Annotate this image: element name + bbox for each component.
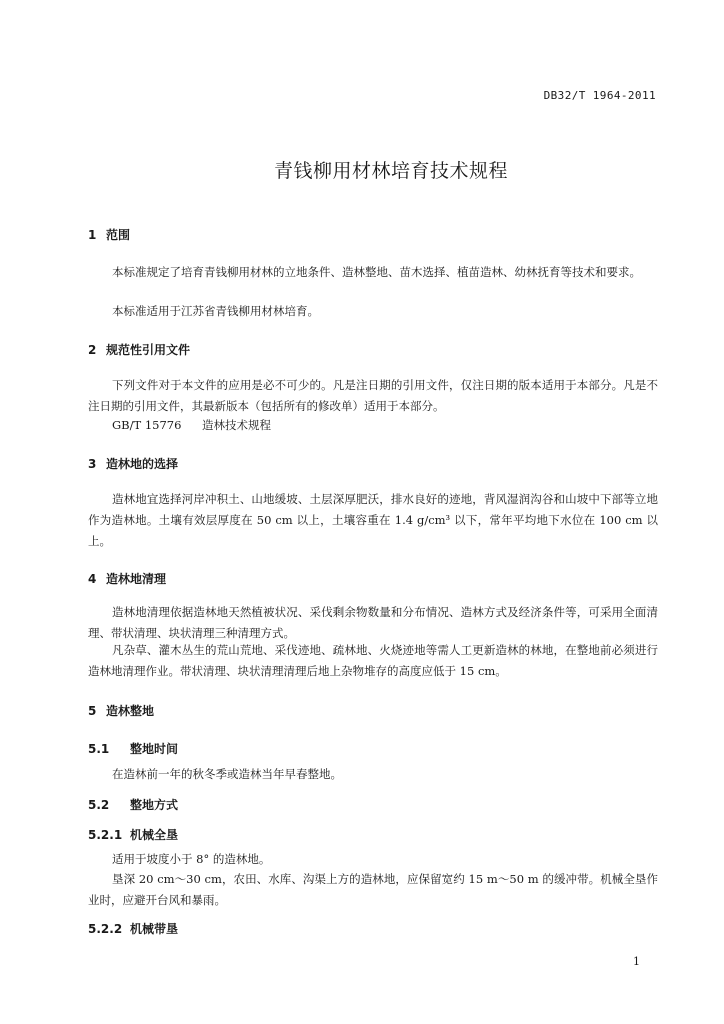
subsection-number: 5.2.2 — [88, 922, 123, 936]
subsection-number: 5.2 — [88, 798, 110, 812]
subsection-title: 机械全垦 — [130, 828, 179, 842]
paragraph: 适用于坡度小于 8° 的造林地。 — [112, 852, 271, 866]
section-heading — [88, 455, 178, 472]
section-title: 范围 — [106, 228, 131, 242]
subsection-number: 5.2.1 — [88, 828, 123, 842]
document-title: 青钱柳用材林培育技术规程 — [273, 160, 508, 182]
normative-reference — [112, 417, 271, 433]
paragraph: 下列文件对于本文件的应用是必不可少的。凡是注日期的引用文件，仅注日期的版本适用于本部分。凡是不注日期的引用文件，其最新版本（包括所有的修改单）适用于本部分。 — [88, 378, 658, 413]
subsection-title: 整地方式 — [130, 798, 179, 812]
section-number: 4 — [88, 572, 97, 586]
section-title: 规范性引用文件 — [106, 343, 191, 357]
subsection-heading — [88, 920, 178, 937]
section-title: 造林地清理 — [106, 572, 167, 586]
paragraph: 本标准规定了培育青钱柳用材林的立地条件、造林整地、苗木选择、植苗造林、幼林抚育等技术和要求。 — [112, 265, 641, 279]
section-heading — [88, 226, 130, 243]
subsection-title: 机械带垦 — [130, 922, 179, 936]
paragraph: 本标准适用于江苏省青钱柳用材林培育。 — [112, 304, 319, 318]
reference-code: GB/T 15776 — [112, 418, 182, 432]
reference-title: 造林技术规程 — [202, 418, 271, 432]
standard-code: DB32/T 1964-2011 — [543, 89, 656, 102]
paragraph: 凡杂草、灌木丛生的荒山荒地、采伐迹地、疏林地、火烧迹地等需人工更新造林的林地，在整地前必须进行造林地清理作业。带状清理、块状清理清理后地上杂物堆存的高度应低于 15 cm。 — [88, 643, 658, 678]
section-title: 造林整地 — [106, 704, 155, 718]
paragraph: 在造林前一年的秋冬季或造林当年早春整地。 — [112, 767, 342, 781]
section-number: 3 — [88, 457, 97, 471]
subsection-title: 整地时间 — [130, 742, 179, 756]
subsection-heading — [88, 740, 178, 757]
page-number: 1 — [633, 955, 640, 968]
paragraph: 造林地清理依据造林地天然植被状况、采伐剩余物数量和分布情况、造林方式及经济条件等，可采用全面清理、带状清理、块状清理三种清理方式。 — [88, 605, 658, 640]
subsection-number: 5.1 — [88, 742, 110, 756]
section-heading — [88, 341, 190, 358]
subsection-heading — [88, 796, 178, 813]
subsection-heading — [88, 826, 178, 843]
section-number: 2 — [88, 343, 97, 357]
section-number: 5 — [88, 704, 97, 718]
section-heading — [88, 570, 166, 587]
paragraph: 垦深 20 cm～30 cm，农田、水库、沟渠上方的造林地，应保留宽约 15 m～50 m 的缓冲带。机械全垦作业时，应避开台风和暴雨。 — [88, 872, 658, 907]
section-number: 1 — [88, 228, 97, 242]
section-heading — [88, 702, 154, 719]
section-title: 造林地的选择 — [106, 457, 179, 471]
paragraph: 造林地宜选择河岸冲积土、山地缓坡、土层深厚肥沃，排水良好的迹地，背风湿润沟谷和山坡中下部等立地作为造林地。土壤有效层厚度在 50 cm 以上，土壤容重在 1.4 g/cm³ 以下，常年平均地下水位在 100 cm 以上。 — [88, 492, 658, 548]
